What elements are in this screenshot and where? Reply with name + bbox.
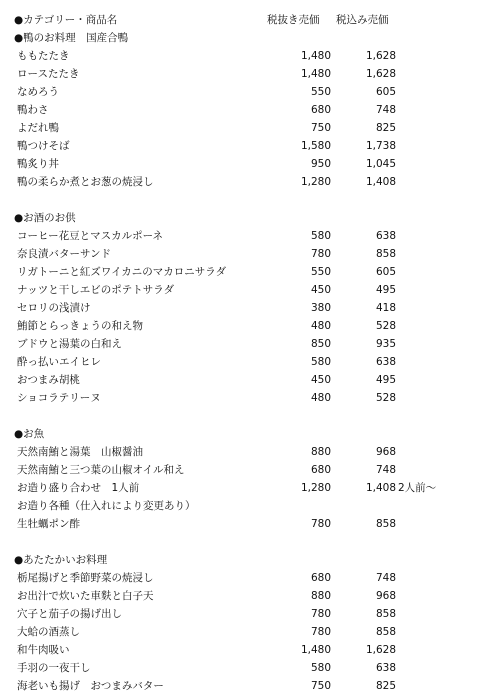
- item-name: 穴子と茄子の揚げ出し: [17, 608, 122, 620]
- item-name: お出汁で炊いた車麩と白子天: [17, 590, 154, 602]
- price-ex-tax: 450: [310, 374, 331, 386]
- price-in-tax: 1,628: [365, 644, 396, 656]
- price-in-tax: 968: [375, 590, 396, 602]
- price-ex-tax: 480: [310, 320, 331, 332]
- price-in-tax: 528: [375, 392, 396, 404]
- menu-item-row: [0, 461, 495, 479]
- price-ex-tax: 380: [310, 302, 331, 314]
- item-name: ショコラテリーヌ: [17, 392, 101, 404]
- price-ex-tax: 580: [310, 662, 331, 674]
- price-in-tax: 858: [375, 248, 396, 260]
- item-name: 大蛤の酒蒸し: [17, 626, 80, 638]
- item-name: 生牡蠣ポン酢: [17, 518, 80, 530]
- price-ex-tax: 780: [310, 626, 331, 638]
- price-ex-tax: 950: [310, 158, 331, 170]
- price-in-tax: 825: [375, 122, 396, 134]
- section-heading-row: [0, 209, 495, 227]
- menu-item-row: [0, 299, 495, 317]
- price-in-tax: 1,628: [365, 50, 396, 62]
- menu-item-row: [0, 587, 495, 605]
- menu-item-row: [0, 155, 495, 173]
- price-in-tax: 968: [375, 446, 396, 458]
- price-ex-tax: 750: [310, 680, 331, 692]
- price-ex-tax: 1,280: [300, 482, 331, 494]
- price-in-tax: 1,408: [365, 482, 396, 494]
- item-name: 鴨わさ: [17, 104, 49, 116]
- price-in-tax: 528: [375, 320, 396, 332]
- price-ex-tax: 680: [310, 464, 331, 476]
- price-in-tax: 605: [375, 266, 396, 278]
- price-ex-tax: 680: [310, 104, 331, 116]
- price-ex-tax: 1,480: [300, 50, 331, 62]
- item-name: お造り各種（仕入れにより変更あり）: [17, 500, 196, 512]
- menu-item-row: [0, 605, 495, 623]
- menu-item-row: [0, 335, 495, 353]
- menu-item-row: [0, 281, 495, 299]
- item-name: コーヒー花豆とマスカルポーネ: [17, 230, 164, 242]
- blank-row: [0, 407, 495, 425]
- menu-item-row: [0, 479, 495, 497]
- price-ex-tax: 780: [310, 518, 331, 530]
- item-name: ナッツと干しエビのポテトサラダ: [17, 284, 175, 296]
- menu-item-row: [0, 227, 495, 245]
- item-name: 奈良漬バターサンド: [17, 248, 111, 260]
- menu-item-row: [0, 659, 495, 677]
- price-in-tax: 858: [375, 518, 396, 530]
- price-ex-tax: 1,580: [300, 140, 331, 152]
- section-heading: ●鴨のお料理 国産合鴨: [14, 32, 129, 44]
- price-in-tax: 1,628: [365, 68, 396, 80]
- item-name: なめろう: [17, 86, 59, 98]
- price-in-tax-column-header: 税込み売価: [336, 14, 389, 26]
- price-in-tax: 1,045: [365, 158, 396, 170]
- menu-item-row: [0, 443, 495, 461]
- price-in-tax: 495: [375, 284, 396, 296]
- item-name: 鴨つけそば: [17, 140, 70, 152]
- menu-item-row: [0, 245, 495, 263]
- price-in-tax: 638: [375, 356, 396, 368]
- item-name: 和牛肉吸い: [17, 644, 70, 656]
- price-ex-tax: 1,280: [300, 176, 331, 188]
- price-in-tax: 748: [375, 572, 396, 584]
- item-name: 海老いも揚げ おつまみバター: [17, 680, 164, 692]
- section-heading: ●あたたかいお料理: [14, 554, 108, 566]
- price-ex-tax: 780: [310, 608, 331, 620]
- section-heading-row: [0, 29, 495, 47]
- price-in-tax: 418: [375, 302, 396, 314]
- menu-item-row: [0, 263, 495, 281]
- price-ex-tax: 450: [310, 284, 331, 296]
- item-name: 酔っ払いエイヒレ: [17, 356, 101, 368]
- blank-row: [0, 191, 495, 209]
- price-ex-tax: 880: [310, 590, 331, 602]
- price-ex-tax: 550: [310, 86, 331, 98]
- price-ex-tax: 850: [310, 338, 331, 350]
- price-ex-tax: 580: [310, 230, 331, 242]
- menu-item-row: [0, 569, 495, 587]
- section-heading: ●お酒のお供: [14, 212, 76, 224]
- menu-item-row: [0, 317, 495, 335]
- price-in-tax: 858: [375, 608, 396, 620]
- menu-item-row: [0, 677, 495, 695]
- menu-item-row: [0, 119, 495, 137]
- price-in-tax: 495: [375, 374, 396, 386]
- price-ex-tax: 480: [310, 392, 331, 404]
- item-name: セロリの浅漬け: [17, 302, 91, 314]
- header-row: [0, 11, 495, 29]
- item-name: 栃尾揚げと季節野菜の焼浸し: [17, 572, 154, 584]
- menu-item-row: [0, 389, 495, 407]
- price-in-tax: 748: [375, 104, 396, 116]
- menu-item-row: [0, 623, 495, 641]
- item-name: お造り盛り合わせ 1人前: [17, 482, 140, 494]
- price-ex-tax: 550: [310, 266, 331, 278]
- item-name: 手羽の一夜干し: [17, 662, 91, 674]
- item-name: ロースたたき: [17, 68, 80, 80]
- price-ex-tax-column-header: 税抜き売価: [267, 14, 320, 26]
- menu-item-row: [0, 641, 495, 659]
- price-in-tax: 825: [375, 680, 396, 692]
- menu-item-row: [0, 353, 495, 371]
- item-name: よだれ鴨: [17, 122, 59, 134]
- menu-item-row: [0, 101, 495, 119]
- price-ex-tax: 750: [310, 122, 331, 134]
- menu-item-row: [0, 137, 495, 155]
- price-ex-tax: 1,480: [300, 644, 331, 656]
- menu-item-row: [0, 173, 495, 191]
- price-in-tax: 1,738: [365, 140, 396, 152]
- price-ex-tax: 680: [310, 572, 331, 584]
- item-name: おつまみ胡桃: [17, 374, 80, 386]
- price-in-tax: 748: [375, 464, 396, 476]
- price-in-tax: 638: [375, 662, 396, 674]
- menu-item-row: [0, 83, 495, 101]
- section-heading-row: [0, 551, 495, 569]
- menu-item-row: [0, 515, 495, 533]
- price-in-tax: 858: [375, 626, 396, 638]
- price-ex-tax: 580: [310, 356, 331, 368]
- price-in-tax: 1,408: [365, 176, 396, 188]
- blank-row: [0, 533, 495, 551]
- item-name: 鴨炙り丼: [17, 158, 59, 170]
- menu-item-row: [0, 371, 495, 389]
- price-ex-tax: 780: [310, 248, 331, 260]
- section-heading-row: [0, 425, 495, 443]
- price-in-tax: 935: [375, 338, 396, 350]
- price-ex-tax: 880: [310, 446, 331, 458]
- item-name: ももたたき: [17, 50, 70, 62]
- menu-item-row: [0, 47, 495, 65]
- menu-item-row: [0, 65, 495, 83]
- item-name: リガトーニと紅ズワイカニのマカロニサラダ: [17, 266, 227, 278]
- price-ex-tax: 1,480: [300, 68, 331, 80]
- item-name: 天然南鮪と湯葉 山椒醤油: [17, 446, 143, 458]
- price-in-tax: 605: [375, 86, 396, 98]
- price-in-tax: 638: [375, 230, 396, 242]
- section-heading: ●お魚: [14, 428, 45, 440]
- item-name: ブドウと湯葉の白和え: [17, 338, 122, 350]
- item-name: 鴨の柔らか煮とお葱の焼浸し: [17, 176, 154, 188]
- item-name: 天然南鮪と三つ葉の山椒オイル和え: [17, 464, 185, 476]
- menu-item-row: [0, 497, 495, 515]
- category-column-header: ●カテゴリー・商品名: [14, 14, 118, 26]
- price-note: 2人前〜: [398, 482, 437, 494]
- item-name: 鮪節とらっきょうの和え物: [17, 320, 143, 332]
